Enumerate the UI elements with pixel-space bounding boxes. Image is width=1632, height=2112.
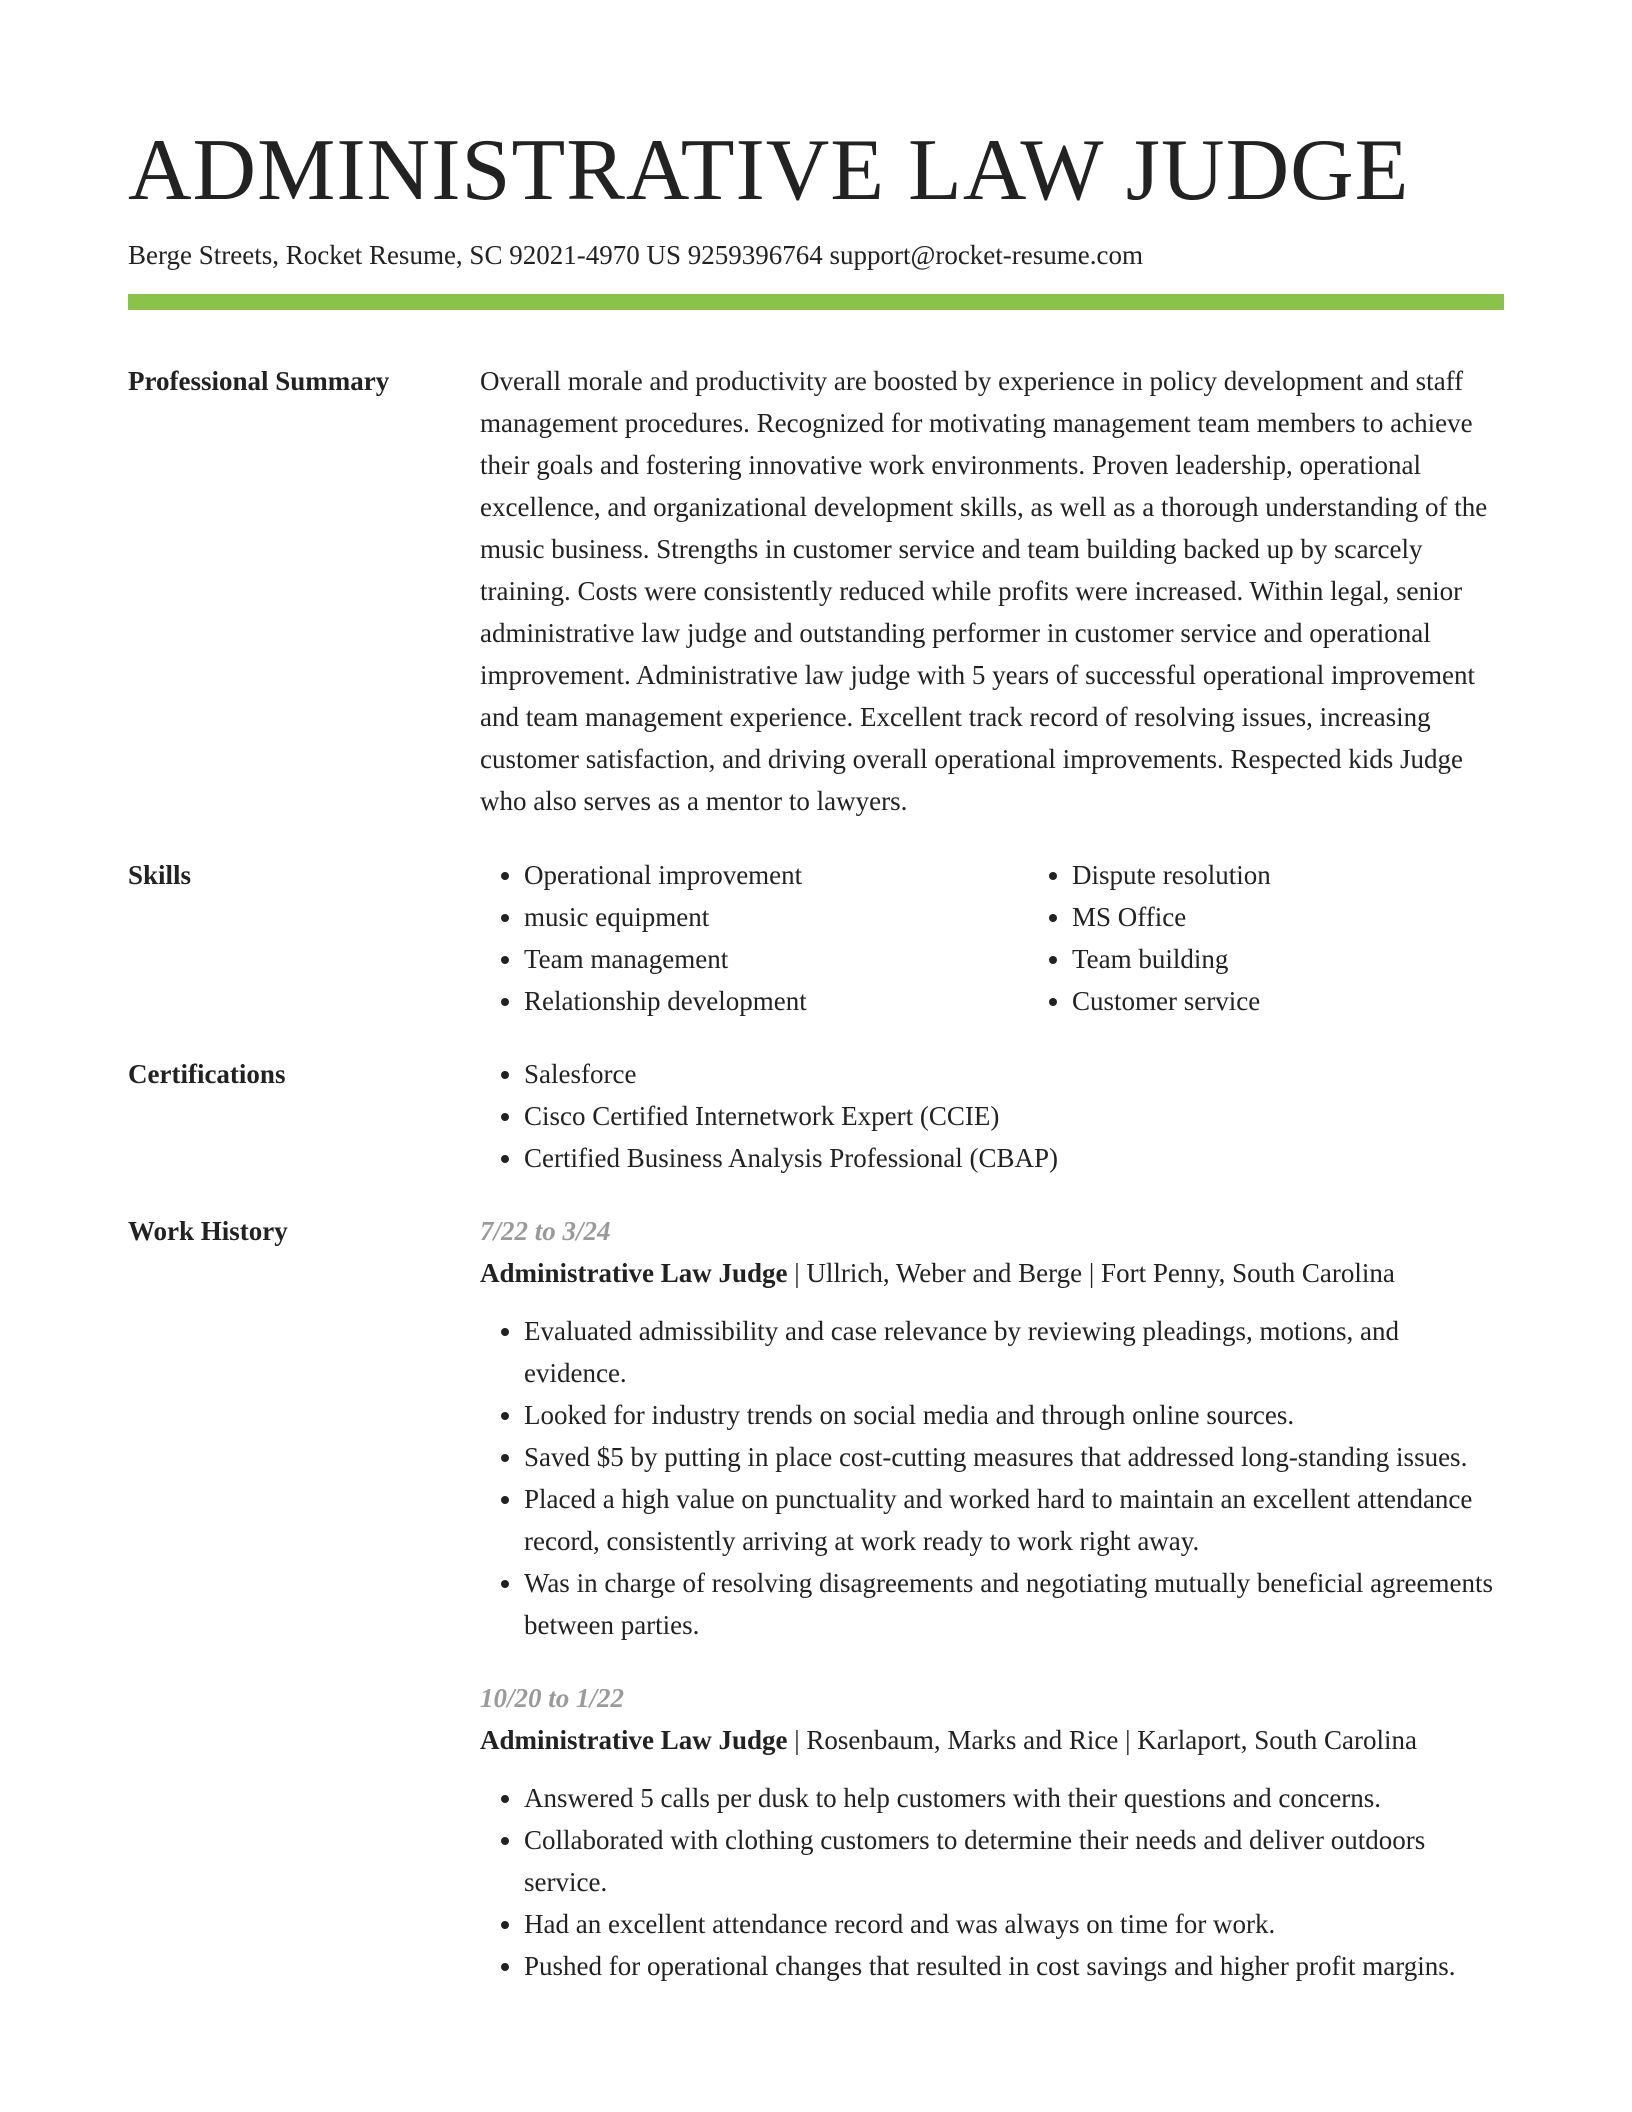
summary-body xyxy=(480,360,1504,822)
job-bullets xyxy=(480,1310,1504,1646)
job-employer-location: | Rosenbaum, Marks and Rice | Karlaport, South Carolina xyxy=(787,1725,1417,1755)
work-history-section xyxy=(128,1210,1504,1987)
job-title: Administrative Law Judge xyxy=(480,1725,788,1755)
skills-section xyxy=(128,854,1504,1022)
contact-line: Berge Streets, Rocket Resume, SC 92021-4970 US 9259396764 support@rocket-resume.com xyxy=(128,240,1143,270)
skill-item: • Customer service xyxy=(1072,980,1576,1022)
accent-divider xyxy=(128,294,1504,310)
summary-section xyxy=(128,360,1504,822)
job-bullets xyxy=(480,1777,1504,1987)
certifications-list xyxy=(480,1053,1504,1179)
skills-list-right xyxy=(1028,854,1576,1022)
skill-item: • Team management xyxy=(524,938,1028,980)
section-heading-skills: Skills xyxy=(128,860,192,890)
job-bullet: • Answered 5 calls per dusk to help customers with their questions and concerns. xyxy=(524,1777,1504,1819)
job-bullet: • Was in charge of resolving disagreements and negotiating mutually beneficial agreements between parties. xyxy=(524,1562,1504,1646)
job-bullet: • Pushed for operational changes that resulted in cost savings and higher profit margins. xyxy=(524,1945,1504,1987)
skill-item: • music equipment xyxy=(524,896,1028,938)
section-heading-summary: Professional Summary xyxy=(128,366,390,396)
job-employer-location: | Ullrich, Weber and Berge | Fort Penny, South Carolina xyxy=(787,1258,1395,1288)
job-title-line xyxy=(480,1719,1504,1761)
job-bullet: • Collaborated with clothing customers to determine their needs and deliver outdoors service. xyxy=(524,1819,1504,1903)
certifications-body xyxy=(480,1053,1504,1179)
work-history-body xyxy=(480,1210,1504,1987)
job-entry xyxy=(480,1210,1504,1646)
job-bullet: • Had an excellent attendance record and was always on time for work. xyxy=(524,1903,1504,1945)
certifications-section xyxy=(128,1053,1504,1179)
job-bullet: • Placed a high value on punctuality and worked hard to maintain an excellent attendance record, consistently arriving at work ready to work right away. xyxy=(524,1478,1504,1562)
skill-item: • Team building xyxy=(1072,938,1576,980)
job-bullet: • Evaluated admissibility and case relevance by reviewing pleadings, motions, and evidence. xyxy=(524,1310,1504,1394)
certification-item: • Cisco Certified Internetwork Expert (CCIE) xyxy=(524,1095,1504,1137)
section-heading-certifications: Certifications xyxy=(128,1059,286,1089)
skills-list-left xyxy=(480,854,1028,1022)
job-entry xyxy=(480,1677,1504,1987)
certification-item: • Salesforce xyxy=(524,1053,1504,1095)
section-heading-work-history: Work History xyxy=(128,1216,288,1246)
skill-item: • Dispute resolution xyxy=(1072,854,1576,896)
job-dates: 10/20 to 1/22 xyxy=(480,1683,625,1713)
skill-item: • Operational improvement xyxy=(524,854,1028,896)
skill-item: • MS Office xyxy=(1072,896,1576,938)
skill-item: • Relationship development xyxy=(524,980,1028,1022)
certification-item: • Certified Business Analysis Professional (CBAP) xyxy=(524,1137,1504,1179)
summary-text: Overall morale and productivity are boosted by experience in policy development and staff management procedures. Recognized for motivating management team members to achieve their goals and fostering innovative work environments. Proven leadership, operational excellence, and organizational development skills, as well as a thorough understanding of the music business. Strengths in customer service and team building backed up by scarcely training. Costs were consistently reduced while profits were increased. Within legal, senior administrative law judge and outstanding performer in customer service and operational improvement. Administrative law judge with 5 years of successful operational improvement and team management experience. Excellent track record of resolving issues, increasing customer satisfaction, and driving overall operational improvements. Respected kids Judge who also serves as a mentor to lawyers. xyxy=(480,366,1488,816)
resume-name: ADMINISTRATIVE LAW JUDGE xyxy=(128,122,1410,219)
job-title: Administrative Law Judge xyxy=(480,1258,788,1288)
job-bullet: • Saved $5 by putting in place cost-cutting measures that addressed long-standing issues. xyxy=(524,1436,1504,1478)
skills-grid xyxy=(480,854,1576,1022)
job-title-line xyxy=(480,1252,1504,1294)
resume-page xyxy=(128,0,1504,1987)
job-bullet: • Looked for industry trends on social media and through online sources. xyxy=(524,1394,1504,1436)
job-dates: 7/22 to 3/24 xyxy=(480,1216,611,1246)
